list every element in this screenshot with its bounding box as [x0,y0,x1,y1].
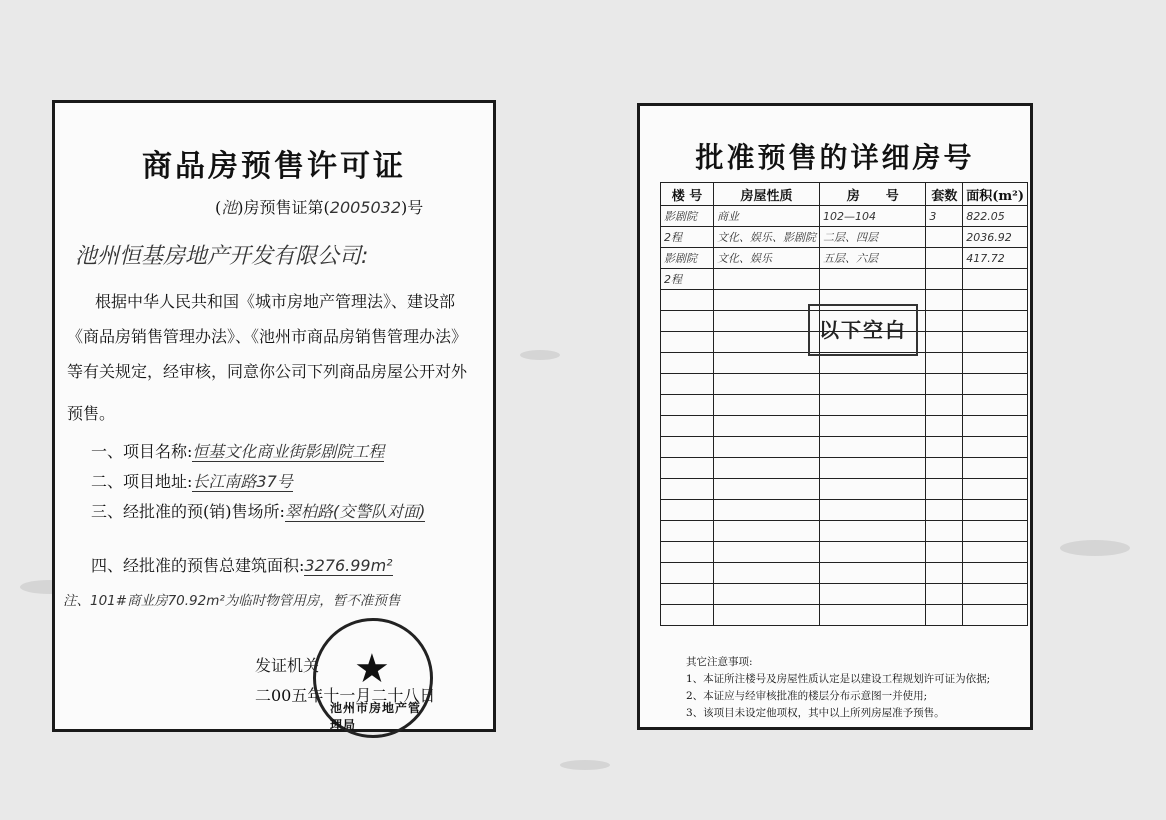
cell-count [926,248,963,269]
item-total-area [91,553,393,576]
cell-empty [714,395,820,416]
cell-empty [963,395,1028,416]
cell-empty [661,311,714,332]
cell-empty [820,563,926,584]
seal-text: 池州市房地产管理局 [330,701,422,732]
cell-empty [661,521,714,542]
item1-value: 恒基文化商业街影剧院工程 [192,442,385,461]
cell-area: 822.05 [963,206,1028,227]
item2-value: 长江南路37号 [192,472,293,491]
cell-empty [714,437,820,458]
cell-empty [963,521,1028,542]
cell-empty [714,416,820,437]
cell-count [926,269,963,290]
cell-empty [714,311,820,332]
cell-empty [714,290,820,311]
cert-middle: )房预售证第( [237,198,330,217]
table-row [661,227,1028,248]
table-row-empty [661,437,1028,458]
cell-empty [661,542,714,563]
cell-rooms: 102—104 [820,206,926,227]
header-area: 面积(m²) [963,183,1028,206]
cell-empty [661,479,714,500]
table-row-empty [661,458,1028,479]
cell-empty [926,521,963,542]
notes-section [686,654,990,722]
item4-value: 3276.99m² [304,556,393,575]
table-row [661,248,1028,269]
header-nature: 房屋性质 [714,183,820,206]
cell-empty [714,563,820,584]
item3-label: 三、经批准的预(销)售场所: [91,502,285,521]
cert-number: 2005032 [329,198,402,217]
cell-empty [661,437,714,458]
cell-nature: 文化、娱乐 [714,248,820,269]
cell-area: 417.72 [963,248,1028,269]
cell-empty [926,395,963,416]
presale-license-page [52,100,496,732]
cell-empty [661,290,714,311]
table-row-empty [661,521,1028,542]
cell-empty [963,605,1028,626]
cell-empty [714,605,820,626]
cell-empty [926,416,963,437]
table-row-empty [661,563,1028,584]
item-sales-venue [91,499,425,522]
cell-empty [963,584,1028,605]
cell-empty [714,542,820,563]
cell-empty [926,290,963,311]
cell-empty [820,437,926,458]
cell-empty [963,353,1028,374]
issue-date: 二00五年十一月二十八日 [255,686,436,705]
cell-empty [963,311,1028,332]
cell-empty [963,374,1028,395]
cell-empty [661,374,714,395]
table-row-empty [661,416,1028,437]
cell-empty [820,458,926,479]
handwritten-note: 注、101#商业房70.92m²为临时物管用房，暂不准预售 [63,593,401,609]
header-count: 套数 [926,183,963,206]
cell-empty [820,500,926,521]
note-item: 3、该项目未设定他项权，其中以上所列房屋准予预售。 [686,707,945,719]
cell-empty [963,437,1028,458]
cell-empty [820,521,926,542]
room-detail-page [637,103,1033,730]
cell-empty [926,332,963,353]
cell-empty [661,332,714,353]
cell-empty [661,500,714,521]
table-row-empty [661,479,1028,500]
cell-empty [926,500,963,521]
cell-empty [714,353,820,374]
table-header-row [661,183,1028,206]
issuer-label: 发证机关 [255,656,320,675]
cell-empty [926,374,963,395]
cell-empty [661,353,714,374]
cell-empty [661,605,714,626]
license-title: 商品房预售许可证 [142,149,406,184]
body-line: 预售。 [67,404,116,423]
note-item: 2、本证应与经审核批准的楼层分布示意图一并使用; [686,690,928,702]
cell-empty [963,416,1028,437]
cell-empty [820,542,926,563]
cell-empty [661,458,714,479]
item4-label: 四、经批准的预售总建筑面积: [91,556,305,575]
cell-nature: 商业 [714,206,820,227]
body-line: 根据中华人民共和国《城市房地产管理法》、建设部 [95,292,456,311]
cell-empty [926,542,963,563]
header-rooms: 房 号 [820,183,926,206]
cell-count: 3 [926,206,963,227]
cell-rooms: 五层、六层 [820,248,926,269]
cell-empty [820,395,926,416]
room-table [660,182,1028,626]
cell-empty [963,479,1028,500]
cell-empty [714,584,820,605]
body-line: 《商品房销售管理办法》、《池州市商品房销售管理办法》 [67,327,468,346]
cell-empty [714,374,820,395]
item1-label: 一、项目名称: [91,442,193,461]
cell-empty [926,353,963,374]
body-line: 等有关规定，经审核，同意你公司下列商品房屋公开对外 [67,362,468,381]
notes-title: 其它注意事项: [686,656,753,668]
cell-empty [820,374,926,395]
background-speck [1060,540,1130,556]
official-seal [313,618,433,738]
cell-empty [963,542,1028,563]
item3-value: 翠柏路(交警队对面) [284,502,426,521]
item2-label: 二、项目地址: [91,472,193,491]
cert-suffix: )号 [401,198,424,217]
cell-empty [963,458,1028,479]
certificate-number-line [215,195,423,218]
cell-empty [926,479,963,500]
cell-nature: 文化、娱乐、影剧院 [714,227,820,248]
cell-empty [926,605,963,626]
company-name: 池州恒基房地产开发有限公司: [75,244,369,269]
table-row-empty [661,374,1028,395]
cell-area [963,269,1028,290]
cell-rooms: 二层、四层 [820,227,926,248]
cell-empty [926,311,963,332]
cell-empty [820,605,926,626]
cert-prefix: ( [215,198,222,217]
note-item: 1、本证所注楼号及房屋性质认定是以建设工程规划许可证为依据; [686,673,991,685]
cell-empty [714,500,820,521]
cell-empty [926,437,963,458]
background-speck [560,760,610,770]
cell-empty [820,416,926,437]
item-project-name [91,439,384,462]
cell-count [926,227,963,248]
room-detail-title: 批准预售的详细房号 [695,141,975,174]
cell-empty [926,584,963,605]
table-row-empty [661,395,1028,416]
cell-empty [963,332,1028,353]
blank-below-stamp: 以下空白 [808,304,918,356]
cell-empty [926,458,963,479]
item-project-address [91,469,293,492]
cell-empty [820,584,926,605]
cell-empty [661,395,714,416]
cell-rooms [820,269,926,290]
table-row-empty [661,500,1028,521]
cell-empty [820,479,926,500]
cell-empty [661,563,714,584]
cell-nature [714,269,820,290]
table-row-empty [661,584,1028,605]
cell-building: 2程 [661,269,714,290]
table-row-empty [661,605,1028,626]
cell-empty [963,563,1028,584]
cell-building: 影剧院 [661,206,714,227]
cell-empty [714,458,820,479]
header-building: 楼 号 [661,183,714,206]
cell-empty [661,416,714,437]
cell-building: 影剧院 [661,248,714,269]
table-row [661,269,1028,290]
cell-empty [714,332,820,353]
table-row [661,206,1028,227]
cell-empty [661,584,714,605]
table-row-empty [661,542,1028,563]
cell-empty [963,290,1028,311]
cell-area: 2036.92 [963,227,1028,248]
background-speck [520,350,560,360]
cell-empty [714,479,820,500]
seal-star-icon: ★ [354,646,390,692]
cell-building: 2程 [661,227,714,248]
cell-empty [963,500,1028,521]
cert-city: 池 [221,198,238,217]
cell-empty [714,521,820,542]
cell-empty [926,563,963,584]
